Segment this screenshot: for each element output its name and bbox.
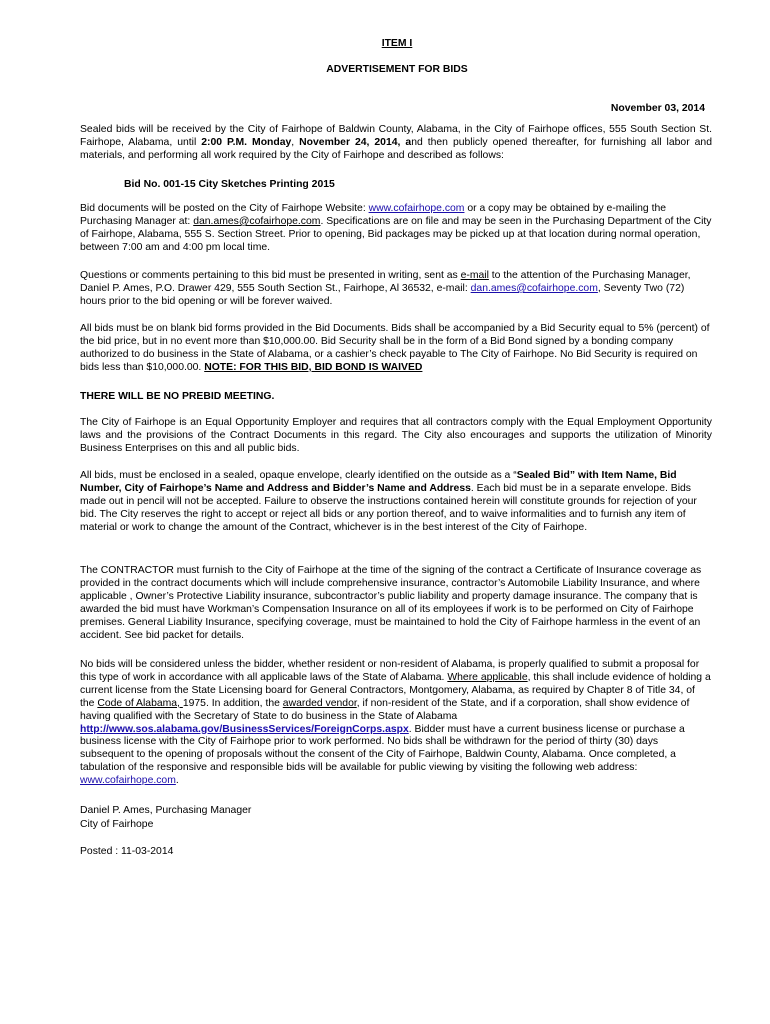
qualify-text-6: . [175, 775, 179, 787]
website-link[interactable]: www.cofairhope.com [368, 203, 465, 214]
questions-text-1: Questions or comments pertaining to this bid must be presented in writing, sent as [80, 270, 461, 281]
qualify-text-5: . Bidder must have a current business license or purchase a business license with the City of Fairhope prior to work performed. No bids shall be withdrawn for the period of thirty (30) days subsequent to the opening of proposals without the consent of the City of Fairhope, Baldwin County, Alabama. Once completed, a tabulation of the responsive and responsible bids will be available for public viewing by visiting the following web address: [80, 723, 685, 774]
signature-name: Daniel P. Ames, Purchasing Manager [80, 805, 252, 816]
code-of-alabama-text: Code of Alabama, [97, 697, 183, 709]
posted-date: Posted : 11-03-2014 [80, 846, 174, 857]
intro-text-1: Sealed bids will be received by the City of Fairhope of Baldwin County, Alabama, in the City of Fairhope offices, 555 South Section St. Fairhope, Alabama, until [80, 124, 712, 148]
signature-org: City of Fairhope [80, 819, 154, 830]
email-link[interactable]: dan.ames@cofairhope.com [470, 282, 598, 294]
sos-link[interactable]: http://www.sos.alabama.gov/BusinessServices/ForeignCorps.aspx [80, 723, 409, 735]
email-word: e-mail [460, 270, 489, 281]
bid-number: Bid No. 001-15 City Sketches Printing 2015 [124, 179, 335, 190]
opening-date: November 24, 2014, a [299, 136, 412, 148]
intro-text-2: , [291, 136, 300, 148]
envelope-bold-text: Sealed Bid” with Item Name, Bid Number, City of Fairhope’s Name and Address and Bidder’s Name and Address [80, 470, 677, 494]
qualify-text-2: , this shall include evidence of holding a current license from the State Licensing board for General Contractors, Montgomery, Alabama, as required by Chapter 8 of Title 34, of the [80, 671, 711, 709]
insurance-paragraph: The CONTRACTOR must furnish to the City of Fairhope at the time of the signing of the contract a Certificate of Insurance coverage as provided in the contract documents which will include comprehensive insurance, contractor’s Automobile Liability Insurance, and where applicable , Owner’s Protective Liability insurance, subcontractor’s public liability and property damage insurance. The company that is awarded the bid must have Workman’s Compensation Insurance on all of its employees if work is to be performed on City of Fairhope premises. General Liability Insurance, specifying coverage, must be maintained to hold the City of Fairhope harmless in the event of an accident. See bid packet for details. [80, 565, 702, 641]
documents-text-1: Bid documents will be posted on the City of Fairhope Website: [80, 203, 369, 214]
security-text: All bids must be on blank bid forms provided in the Bid Documents. Bids shall be accompanied by a Bid Security equal to 5% (percent) of the bid price, but in no event more than $10,000.00. Bid Security shall be in the form of a Bid Bond signed by a bonding company authorized to do business in the State of Alabama, or a cashier’s check payable to The City of Fairhope. No Bid Security is required on bids less than $10,000.00. [80, 323, 710, 373]
website-link-2[interactable]: www.cofairhope.com [80, 775, 176, 787]
bid-bond-note: NOTE: FOR THIS BID, BID BOND IS WAIVED [204, 361, 423, 373]
where-applicable-text: Where applicable [447, 671, 528, 683]
documents-text-3: . Specifications are on file and may be seen in the Purchasing Department of the City of Fairhope, Alabama, 555 S. Section Street. Prior to opening, Bid packages may be picked up at that location during normal operation, between 7:00 am and 4:00 pm local time. [80, 215, 712, 253]
document-title: ADVERTISEMENT FOR BIDS [326, 64, 468, 75]
qualify-text-1: No bids will be considered unless the bidder, whether resident or non-resident of Alabama, is properly qualified to submit a proposal for this type of work in accordance with all applicable laws of the State of Alabama. [80, 659, 700, 683]
qualification-paragraph [80, 659, 712, 788]
security-paragraph [80, 323, 712, 375]
intro-paragraph [80, 124, 712, 163]
prebid-notice: THERE WILL BE NO PREBID MEETING. [80, 391, 275, 402]
intro-text-3: nd then publicly opened thereafter, for furnishing all labor and materials, and performing all work required by the City of Fairhope and described as follows: [80, 136, 712, 161]
opening-time: 2:00 P.M. Monday [201, 136, 292, 148]
email-text: dan.ames@cofairhope.com [193, 215, 321, 227]
eoe-paragraph: The City of Fairhope is an Equal Opportunity Employer and requires that all contractors comply with the Equal Employment Opportunity laws and the provisions of the Contract Documents in this regard. The City also encourages and supports the utilization of Minority Business Enterprises on this and all public bids. [80, 417, 712, 454]
envelope-paragraph [80, 470, 712, 535]
envelope-text-1: All bids, must be enclosed in a sealed, opaque envelope, clearly identified on the outside as a “ [80, 470, 517, 481]
awarded-vendor-text: awarded vendor [282, 697, 357, 709]
qualify-text-4: , if non-resident of the State, and if a corporation, shall show evidence of having qualified with the Secretary of State to do business in the State of Alabama [80, 697, 690, 722]
document-date: November 03, 2014 [610, 103, 705, 114]
envelope-text-2: . Each bid must be in a separate envelope. Bids made out in pencil will not be accepted. Failure to observe the instructions contained herein will constitute grounds for rejection of your bid. The City reserves the right to accept or reject all bids or any portion thereof, and to waive informalities and to furnish any item of material or work to change the amount of the Contract, whichever is in the best interest of the City of Fairhope. [80, 482, 697, 533]
questions-text-2: to the attention of the Purchasing Manager, Daniel P. Ames, P.O. Drawer 429, 555 South Section St., Fairhope, Al 36532, e-mail: [80, 270, 691, 294]
qualify-text-3: 1975. In addition, the [182, 697, 283, 709]
documents-paragraph [80, 203, 712, 255]
questions-paragraph [80, 270, 712, 309]
item-heading: ITEM I [381, 38, 413, 49]
questions-text-3: , Seventy Two (72) hours prior to the bid opening or will be forever waived. [80, 282, 685, 307]
documents-text-2: or a copy may be obtained by e-mailing the Purchasing Manager at: [80, 203, 667, 227]
